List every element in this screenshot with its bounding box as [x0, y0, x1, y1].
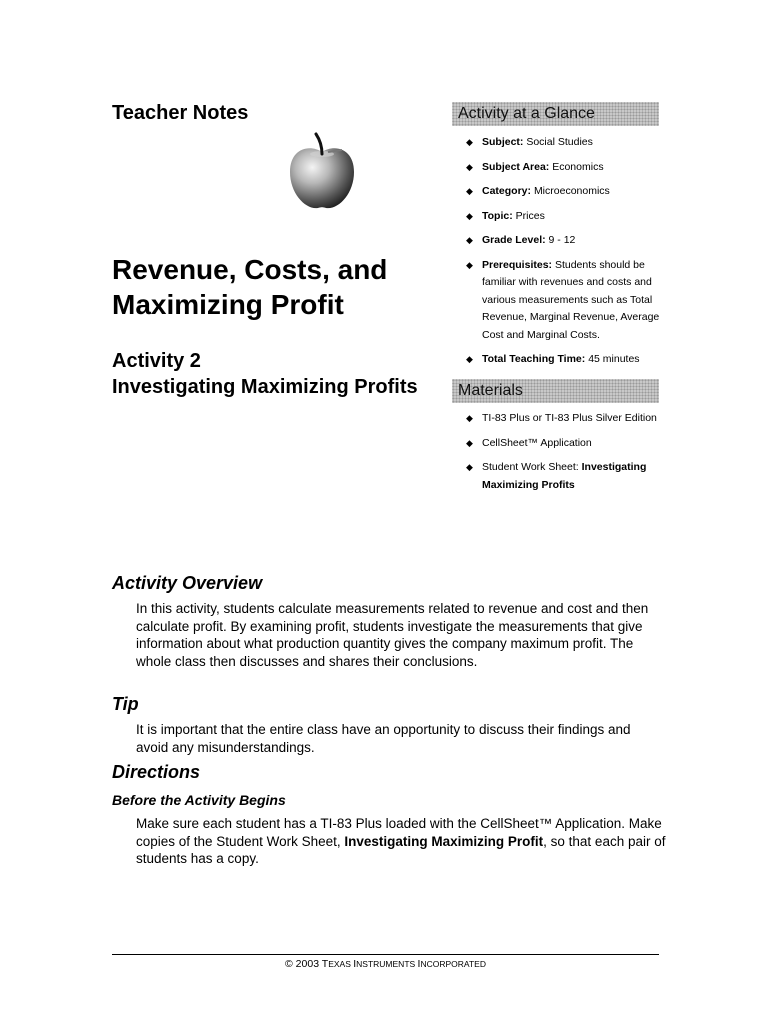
materials-header: Materials: [452, 379, 659, 403]
text-segment: Make sure each student has a TI-83 Plus loaded with the CellSheet™ Application. Make copies of the Student Work Sheet,: [136, 816, 662, 849]
main-title: Revenue, Costs, and Maximizing Profit: [112, 254, 388, 320]
list-item: [466, 208, 666, 226]
item-label: Category:: [482, 185, 532, 197]
item-label: Topic:: [482, 209, 513, 222]
diamond-bullet-icon: ◆: [466, 462, 473, 472]
footer-copyright: [112, 958, 659, 970]
item-value: Prices: [515, 209, 545, 222]
activity-overview-heading: Activity Overview: [112, 573, 263, 593]
diamond-bullet-icon: ◆: [466, 137, 473, 147]
text-segment: , so that each pair of students has a copy.: [136, 833, 666, 866]
tip-text: It is important that the entire class have an opportunity to discuss their findings and avoid any misunderstandings.: [136, 722, 631, 755]
item-text: Student Work Sheet:: [482, 461, 582, 473]
diamond-bullet-icon: ◆: [466, 186, 473, 196]
directions-heading: Directions: [112, 762, 201, 782]
diamond-bullet-icon: ◆: [466, 235, 473, 245]
item-value: Students should be familiar with revenues and costs and various measurements such as Total Revenue, Marginal Revenue, Average Cost and Marginal Costs.: [482, 258, 660, 341]
copyright-year: © 2003: [285, 958, 322, 970]
item-label: Subject:: [482, 136, 524, 148]
company-letter: T: [321, 958, 329, 970]
item-value: Social Studies: [526, 136, 593, 148]
diamond-bullet-icon: ◆: [466, 354, 473, 364]
item-label: Prerequisites:: [482, 258, 553, 271]
company-letter: I: [353, 958, 357, 970]
activity-at-a-glance-list: [466, 134, 666, 376]
company-smallcaps: EXAS: [328, 959, 354, 969]
company-smallcaps: NSTRUMENTS: [356, 959, 418, 969]
list-item: [466, 257, 666, 345]
list-item: [466, 183, 666, 201]
item-value: Economics: [552, 160, 604, 173]
footer-divider: [112, 954, 659, 955]
activity-number: Activity 2: [112, 350, 201, 372]
activity-name: Investigating Maximizing Profits: [112, 376, 418, 398]
list-item: [466, 435, 666, 453]
list-item: [466, 351, 666, 369]
item-text: TI-83 Plus or TI-83 Plus Silver Edition: [482, 412, 657, 424]
list-item: [466, 410, 666, 428]
before-activity-subheading: Before the Activity Begins: [112, 792, 286, 808]
teacher-notes-heading: Teacher Notes: [112, 102, 249, 124]
apple-icon: [282, 130, 362, 212]
activity-at-a-glance-header: Activity at a Glance: [452, 102, 659, 126]
diamond-bullet-icon: ◆: [466, 161, 473, 172]
activity-title: [112, 348, 422, 400]
item-value: 9 - 12: [545, 234, 576, 246]
item-bold-text: Investigating Maximizing Profits: [482, 461, 647, 491]
company-letter: I: [417, 958, 421, 970]
materials-list: [466, 410, 666, 501]
list-item: [466, 232, 666, 250]
tip-heading: Tip: [112, 694, 139, 714]
item-value: Microeconomics: [533, 185, 610, 197]
diamond-bullet-icon: ◆: [466, 210, 473, 221]
list-item: [466, 134, 666, 152]
diamond-bullet-icon: ◆: [466, 259, 473, 270]
worksheet-title: Investigating Maximizing Profit: [344, 833, 544, 849]
item-label: Grade Level:: [482, 234, 546, 246]
item-text: CellSheet™ Application: [482, 436, 592, 449]
diamond-bullet-icon: ◆: [466, 437, 473, 448]
company-smallcaps: NCORPORATED: [420, 959, 486, 969]
item-label: Total Teaching Time:: [482, 353, 586, 365]
before-activity-text: [136, 815, 666, 868]
list-item: [466, 159, 666, 177]
activity-overview-text: In this activity, students calculate measurements related to revenue and cost and then calculate profit. By examining profit, students investigate the measurements that give information about what production quantity gives the company maximum profit. The whole class then discusses and shares their conclusions.: [136, 601, 649, 669]
item-label: Subject Area:: [482, 160, 550, 173]
list-item: [466, 459, 666, 494]
item-value: 45 minutes: [588, 353, 640, 365]
diamond-bullet-icon: ◆: [466, 413, 473, 423]
